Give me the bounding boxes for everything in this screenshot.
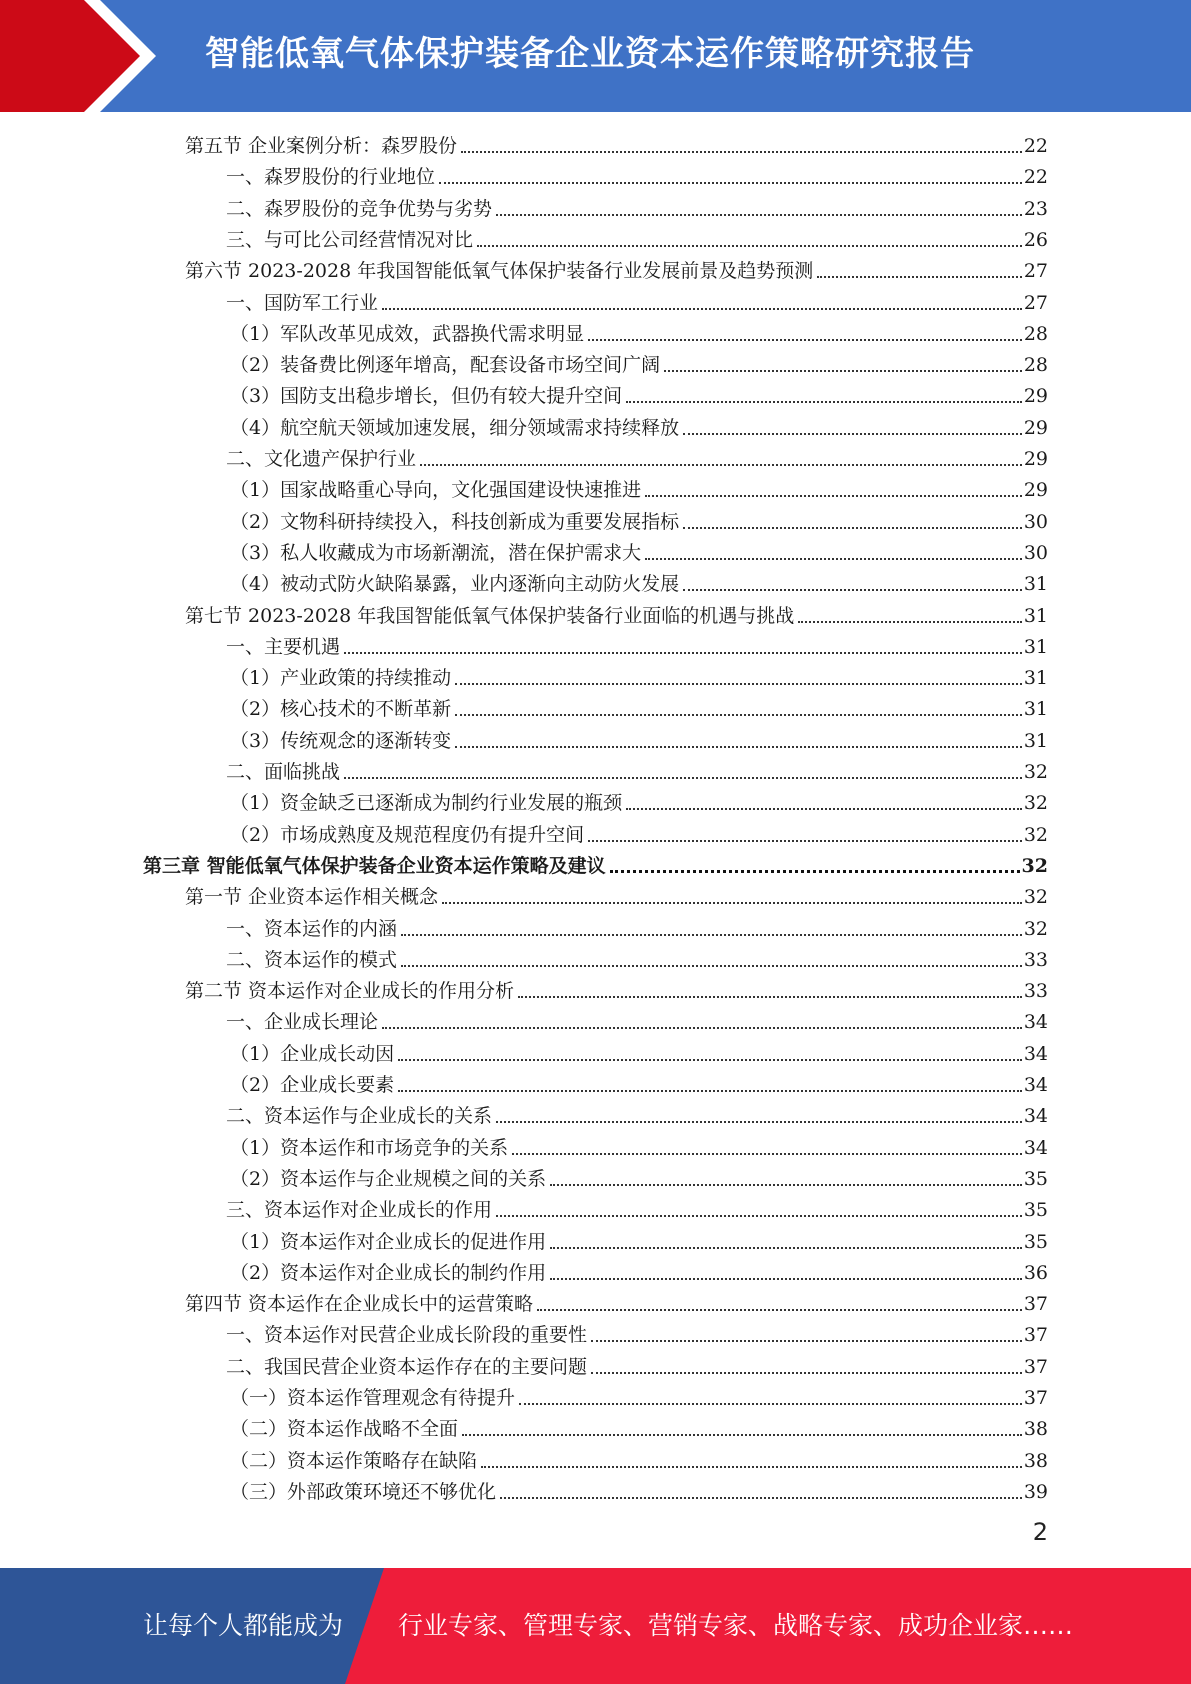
toc-dot-leader	[626, 808, 1022, 810]
toc-entry-page: 29	[1023, 416, 1048, 439]
toc-entry-title: 二、我国民营企业资本运作存在的主要问题	[226, 1355, 588, 1378]
toc-entry[interactable]	[230, 785, 1048, 816]
toc-entry-page: 34	[1023, 1105, 1048, 1128]
toc-entry-title: （4）航空航天领域加速发展，细分领域需求持续释放	[230, 416, 680, 439]
toc-entry[interactable]	[230, 1255, 1048, 1286]
toc-dot-leader	[683, 589, 1022, 591]
toc-entry-page: 31	[1023, 635, 1048, 658]
toc-entry-title: （二）资本运作战略不全面	[230, 1418, 459, 1441]
toc-entry[interactable]	[230, 1161, 1048, 1192]
toc-entry-page: 37	[1023, 1324, 1048, 1347]
toc-entry-page: 30	[1023, 510, 1048, 533]
toc-entry-page: 29	[1023, 448, 1048, 470]
toc-entry-page: 34	[1023, 1136, 1048, 1159]
toc-entry[interactable]	[226, 942, 1048, 973]
toc-entry[interactable]	[230, 1067, 1048, 1098]
toc-entry[interactable]	[230, 691, 1048, 722]
toc-entry-page: 37	[1023, 1293, 1048, 1316]
toc-dot-leader	[550, 1184, 1022, 1186]
toc-dot-leader	[496, 1215, 1022, 1217]
toc-entry[interactable]	[230, 817, 1048, 848]
toc-entry[interactable]	[230, 410, 1048, 441]
toc-entry[interactable]	[185, 128, 1048, 159]
toc-entry-page: 28	[1023, 354, 1048, 377]
toc-dot-leader	[645, 558, 1022, 560]
toc-dot-leader	[591, 1340, 1022, 1342]
toc-entry[interactable]	[185, 1286, 1048, 1317]
toc-entry-title: （1）资本运作对企业成长的促进作用	[230, 1230, 547, 1253]
toc-entry[interactable]	[230, 1036, 1048, 1067]
toc-entry-title: 一、资本运作的内涵	[226, 917, 398, 940]
toc-entry-page: 31	[1023, 698, 1048, 721]
toc-dot-leader	[382, 1027, 1022, 1029]
toc-entry-page: 31	[1023, 667, 1048, 690]
toc-entry[interactable]	[226, 222, 1048, 253]
toc-entry-page: 31	[1023, 573, 1048, 596]
toc-dot-leader	[398, 1059, 1022, 1061]
toc-entry-title: 二、文化遗产保护行业	[226, 448, 417, 470]
toc-dot-leader	[512, 1153, 1022, 1155]
toc-dot-leader	[481, 1466, 1022, 1468]
toc-entry[interactable]	[226, 441, 1048, 472]
toc-entry-title: 第五节 企业案例分析：森罗股份	[185, 135, 458, 157]
toc-entry[interactable]	[226, 1317, 1048, 1348]
toc-entry-page: 35	[1023, 1199, 1048, 1222]
toc-entry-page: 34	[1023, 1074, 1048, 1096]
toc-entry-title: （1）资本运作和市场竞争的关系	[230, 1136, 509, 1159]
toc-entry[interactable]	[226, 754, 1048, 785]
toc-entry-title: 第六节 2023-2028 年我国智能低氧气体保护装备行业发展前景及趋势预测	[185, 260, 814, 283]
toc-entry-title: 二、森罗股份的竞争优势与劣势	[226, 197, 493, 220]
toc-entry-title: （4）被动式防火缺陷暴露，业内逐渐向主动防火发展	[230, 573, 680, 596]
toc-entry-page: 27	[1023, 291, 1048, 314]
toc-dot-leader	[588, 339, 1022, 341]
toc-dot-leader	[398, 1090, 1022, 1092]
toc-entry[interactable]	[230, 1443, 1048, 1474]
toc-entry-title: 三、与可比公司经营情况对比	[226, 228, 474, 251]
toc-dot-leader	[664, 370, 1022, 372]
toc-entry-title: 第七节 2023-2028 年我国智能低氧气体保护装备行业面临的机遇与挑战	[185, 604, 795, 627]
toc-entry-page: 37	[1023, 1387, 1048, 1409]
toc-dot-leader	[461, 151, 1022, 153]
toc-entry-page: 34	[1023, 1011, 1048, 1034]
toc-dot-leader	[496, 1121, 1022, 1123]
toc-entry[interactable]	[230, 316, 1048, 347]
toc-dot-leader	[610, 870, 1020, 873]
toc-entry[interactable]	[226, 191, 1048, 222]
toc-dot-leader	[455, 683, 1022, 685]
toc-entry-page: 22	[1023, 166, 1048, 189]
toc-dot-leader	[591, 1372, 1022, 1374]
toc-entry-title: （1）军队改革见成效，武器换代需求明显	[230, 322, 585, 345]
toc-entry-page: 32	[1023, 761, 1048, 783]
toc-entry-page: 31	[1023, 604, 1048, 627]
toc-entry[interactable]	[226, 629, 1048, 660]
toc-dot-leader	[442, 902, 1022, 904]
toc-dot-leader	[588, 840, 1022, 842]
toc-entry-title: （一）资本运作管理观念有待提升	[230, 1387, 516, 1409]
toc-entry-page: 26	[1023, 228, 1048, 251]
toc-entry-page: 23	[1023, 197, 1048, 220]
toc-entry-page: 32	[1023, 823, 1048, 846]
toc-entry-title: 一、资本运作对民营企业成长阶段的重要性	[226, 1324, 588, 1347]
toc-entry-title: （2）市场成熟度及规范程度仍有提升空间	[230, 823, 585, 846]
toc-dot-leader	[344, 652, 1022, 654]
toc-entry-title: （1）资金缺乏已逐渐成为制约行业发展的瓶颈	[230, 792, 623, 815]
toc-entry-page: 33	[1023, 948, 1048, 971]
toc-entry-title: 二、资本运作与企业成长的关系	[226, 1105, 493, 1128]
toc-entry[interactable]	[226, 1192, 1048, 1223]
toc-entry-page: 35	[1023, 1230, 1048, 1253]
toc-dot-leader	[420, 464, 1022, 466]
toc-entry-page: 29	[1023, 385, 1048, 408]
toc-entry-title: （2）核心技术的不断革新	[230, 698, 452, 721]
toc-entry[interactable]	[230, 504, 1048, 535]
toc-dot-leader	[455, 714, 1022, 716]
report-title: 智能低氧气体保护装备企业资本运作策略研究报告	[205, 34, 975, 74]
toc-dot-leader	[626, 401, 1022, 403]
toc-dot-leader	[645, 495, 1022, 497]
toc-dot-leader	[518, 996, 1022, 998]
page-number: 2	[1032, 1518, 1048, 1546]
toc-entry-title: 一、主要机遇	[226, 635, 341, 658]
toc-entry-title: （2）装备费比例逐年增高，配套设备市场空间广阔	[230, 354, 661, 377]
toc-entry-page: 38	[1023, 1418, 1048, 1441]
toc-entry[interactable]	[230, 472, 1048, 503]
toc-entry-title: 二、资本运作的模式	[226, 948, 398, 971]
page-header	[0, 0, 1191, 112]
footer-slogan-professions: 行业专家、管理专家、营销专家、战略专家、成功企业家……	[398, 1611, 1074, 1640]
toc-entry[interactable]	[230, 1224, 1048, 1255]
toc-entry-title: 第四节 资本运作在企业成长中的运营策略	[185, 1293, 534, 1316]
toc-entry[interactable]	[185, 973, 1048, 1004]
toc-entry[interactable]	[185, 598, 1048, 629]
toc-entry[interactable]	[185, 879, 1048, 910]
toc-entry[interactable]	[226, 1098, 1048, 1129]
toc-dot-leader	[477, 245, 1022, 247]
toc-entry[interactable]	[230, 1474, 1048, 1505]
footer-slogan-prefix: 让每个人都能成为	[143, 1611, 344, 1640]
toc-entry-page: 30	[1023, 541, 1048, 564]
toc-entry[interactable]	[226, 1004, 1048, 1035]
toc-dot-leader	[519, 1403, 1022, 1405]
toc-entry-title: 一、森罗股份的行业地位	[226, 166, 436, 189]
toc-entry-title: 三、资本运作对企业成长的作用	[226, 1199, 493, 1222]
toc-entry-title: （二）资本运作策略存在缺陷	[230, 1449, 478, 1472]
toc-entry-page: 37	[1023, 1355, 1048, 1378]
toc-dot-leader	[401, 934, 1022, 936]
toc-entry[interactable]	[230, 535, 1048, 566]
toc-entry[interactable]	[230, 378, 1048, 409]
toc-entry-title: （2）资本运作对企业成长的制约作用	[230, 1261, 547, 1284]
toc-entry-title: （3）国防支出稳步增长，但仍有较大提升空间	[230, 385, 623, 408]
toc-entry-title: （三）外部政策环境还不够优化	[230, 1480, 497, 1503]
toc-entry-page: 27	[1023, 260, 1048, 283]
toc-entry[interactable]	[230, 1411, 1048, 1442]
toc-entry-title: 第一节 企业资本运作相关概念	[185, 886, 439, 909]
toc-entry-title: 二、面临挑战	[226, 761, 341, 783]
toc-entry-page: 32	[1023, 792, 1048, 815]
toc-entry[interactable]	[230, 660, 1048, 691]
toc-entry-title: （3）传统观念的逐渐转变	[230, 729, 452, 752]
toc-entry-page: 29	[1023, 479, 1048, 502]
toc-dot-leader	[401, 965, 1022, 967]
toc-dot-leader	[496, 214, 1022, 216]
toc-dot-leader	[462, 1434, 1022, 1436]
toc-entry-title: 第二节 资本运作对企业成长的作用分析	[185, 980, 515, 1003]
toc-dot-leader	[455, 746, 1022, 748]
toc-dot-leader	[550, 1278, 1022, 1280]
toc-entry-page: 28	[1023, 322, 1048, 345]
toc-entry[interactable]	[230, 723, 1048, 754]
toc-chapter-entry[interactable]	[143, 848, 1048, 879]
toc-entry[interactable]	[230, 347, 1048, 378]
toc-entry-title: （2）企业成长要素	[230, 1074, 395, 1096]
toc-entry-title: 一、企业成长理论	[226, 1011, 379, 1034]
toc-entry-page: 31	[1023, 729, 1048, 752]
toc-entry-title: （2）资本运作与企业规模之间的关系	[230, 1167, 547, 1190]
toc-entry-page: 38	[1023, 1449, 1048, 1472]
toc-entry-page: 32	[1023, 886, 1048, 909]
toc-dot-leader	[500, 1497, 1022, 1499]
toc-entry[interactable]	[226, 911, 1048, 942]
toc-entry[interactable]	[226, 159, 1048, 190]
toc-entry[interactable]	[226, 1349, 1048, 1380]
toc-entry-page: 32	[1023, 917, 1048, 940]
toc-entry[interactable]	[185, 253, 1048, 284]
toc-dot-leader	[344, 777, 1022, 779]
toc-entry-page: 33	[1023, 980, 1048, 1003]
toc-entry[interactable]	[230, 566, 1048, 597]
toc-dot-leader	[798, 621, 1022, 623]
toc-dot-leader	[537, 1309, 1022, 1311]
toc-dot-leader	[683, 527, 1022, 529]
toc-entry-page: 36	[1023, 1261, 1048, 1284]
toc-entry-page: 39	[1023, 1480, 1048, 1503]
toc-entry-title: 第三章 智能低氧气体保护装备企业资本运作策略及建议	[143, 854, 606, 877]
page-footer	[0, 1568, 1191, 1684]
toc-entry-page: 32	[1021, 854, 1048, 877]
toc-entry-title: 一、国防军工行业	[226, 291, 379, 314]
toc-dot-leader	[439, 182, 1022, 184]
toc-entry[interactable]	[230, 1130, 1048, 1161]
toc-dot-leader	[550, 1247, 1022, 1249]
toc-dot-leader	[382, 308, 1022, 310]
toc-entry-page: 34	[1023, 1042, 1048, 1065]
toc-entry-title: （2）文物科研持续投入，科技创新成为重要发展指标	[230, 510, 680, 533]
toc-entry-title: （1）企业成长动因	[230, 1042, 395, 1065]
toc-entry[interactable]	[230, 1380, 1048, 1411]
toc-entry-page: 35	[1023, 1167, 1048, 1190]
toc-entry-title: （3）私人收藏成为市场新潮流，潜在保护需求大	[230, 541, 642, 564]
toc-entry[interactable]	[226, 285, 1048, 316]
toc-entry-title: （1）国家战略重心导向，文化强国建设快速推进	[230, 479, 642, 502]
toc-dot-leader	[817, 276, 1022, 278]
toc-entry-title: （1）产业政策的持续推动	[230, 667, 452, 690]
toc-entry-page: 22	[1023, 135, 1048, 157]
toc-dot-leader	[683, 433, 1022, 435]
